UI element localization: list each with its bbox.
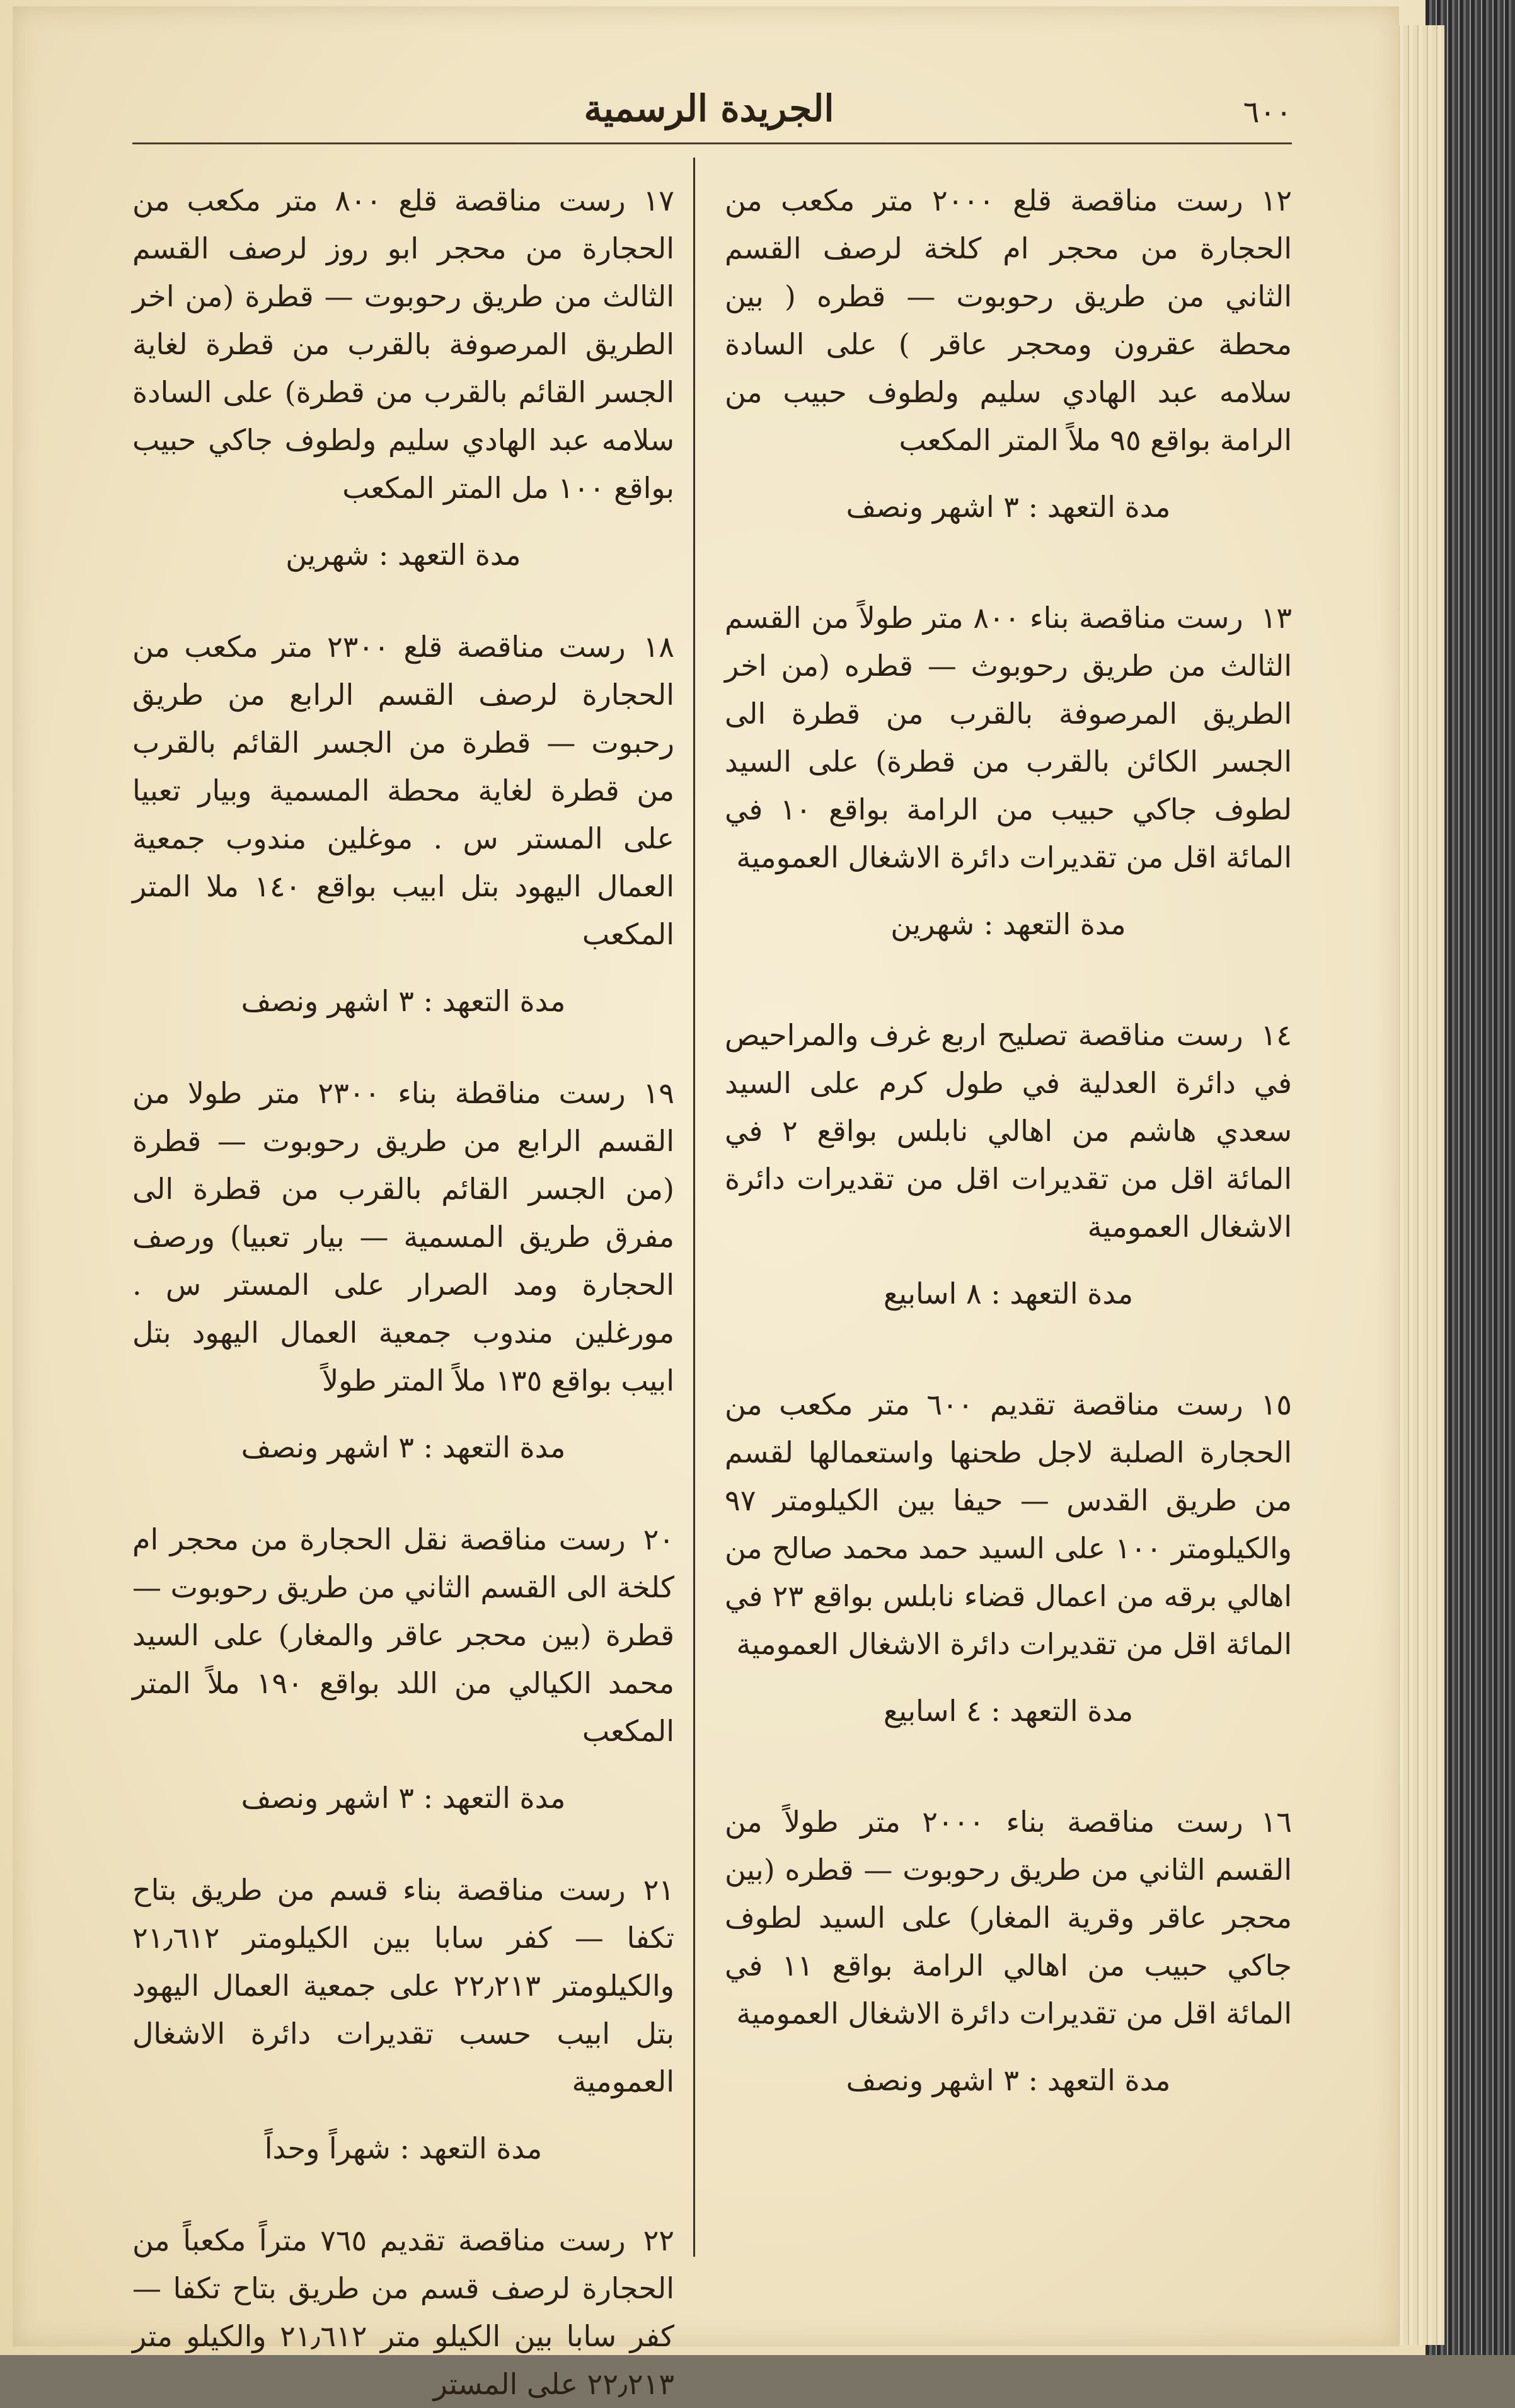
entry-text: رست مناقصة بناء قسم من طريق بتاح تكفا — كفر سابا بين الكيلومتر ٢١٫٦١٢ والكيلومتر ٢٢٫٢١٣ على جمعية العمال اليهود بتل ابيب حسب تقديرات دائرة الاشغال العمومية — [132, 1873, 675, 2098]
entry-text: رست مناقصة تصليح اربع غرف والمراحيص في دائرة العدلية في طول كرم على السيد سعدي هاشم من اهالي نابلس بواقع ٢ في المائة اقل من تقديرات اقل من تقديرات دائرة الاشغال العمومية — [725, 1018, 1292, 1244]
tender-entry-15 — [725, 1381, 1292, 1735]
tender-entry-21 — [132, 1866, 674, 2172]
tender-entry-17 — [132, 177, 674, 579]
page-number: ٦٠٠ — [1243, 95, 1292, 130]
entry-number: ٢٠ — [643, 1522, 674, 1556]
entry-number: ١٩ — [643, 1076, 674, 1110]
tender-entry-14 — [725, 1011, 1292, 1317]
tender-entry-13 — [725, 594, 1292, 948]
entry-duration: مدة التعهد : ٤ اسابيع — [883, 1694, 1134, 1728]
tender-entry-12 — [725, 177, 1292, 531]
entry-text: رست مناقصة نقل الحجارة من محجر ام كلخة الى القسم الثاني من طريق رحوبوت — قطرة (بين محجر عاقر والمغار) على السيد محمد الكيالي من اللد بواقع ١٩٠ ملاً المتر المكعب — [132, 1522, 675, 1748]
journal-title: الجريدة الرسمية — [584, 87, 834, 130]
entry-text: رست مناقصة تقديم ٦٠٠ متر مكعب من الحجارة الصلبة لاجل طحنها واستعمالها لقسم من طريق القدس — حيفا بين الكيلومتر ٩٧ والكيلومتر ١٠٠ على السيد حمد محمد صالح من اهالي برقه من اعمال قضاء نابلس بواقع ٢٣ في المائة اقل من تقديرات دائرة الاشغال العمومية — [725, 1387, 1293, 1661]
column-divider — [693, 158, 695, 2257]
tender-entry-18 — [132, 623, 674, 1025]
entry-number: ١٨ — [643, 630, 674, 664]
tender-entry-16 — [725, 1798, 1292, 2104]
left-column — [132, 177, 674, 2408]
entry-number: ٢٢ — [643, 2223, 674, 2257]
entry-text: رست مناقصة قلع ٢٠٠٠ متر مكعب من الحجارة من محجر ام كلخة لرصف القسم الثاني من طريق رحوبوت — قطره ( بين محطة عقرون ومحجر عاقر ) على السادة سلامه عبد الهادي سليم ولطوف حبيب من الرامة بواقع ٩٥ ملاً المتر المكعب — [725, 183, 1292, 457]
right-column — [725, 177, 1292, 2167]
entry-number: ١٣ — [1260, 601, 1293, 635]
entry-duration: مدة التعهد : شهراً وحداً — [264, 2131, 543, 2165]
entry-duration: مدة التعهد : ٣ اشهر ونصف — [846, 490, 1171, 524]
entry-number: ١٧ — [643, 183, 674, 217]
entry-number: ١٦ — [1260, 1805, 1292, 1839]
entry-text: رست مناقصة قلع ٢٣٠٠ متر مكعب من الحجارة لرصف القسم الرابع من طريق رحبوت — قطرة من الجسر القائم بالقرب من قطرة لغاية محطة المسمية وبيار تعبيا على المستر س . موغلين مندوب جمعية العمال اليهود بتل ابيب بواقع ١٤٠ ملا المتر المكعب — [132, 630, 675, 951]
page-header — [126, 82, 1292, 145]
entry-number: ١٥ — [1260, 1387, 1292, 1421]
entry-duration: مدة التعهد : ٣ اشهر ونصف — [241, 984, 566, 1018]
entry-text: رست مناقصة بناء ٨٠٠ متر طولاً من القسم الثالث من طريق رحوبوث — قطره (من اخر الطريق المرصوفة بالقرب من قطرة الى الجسر الكائن بالقرب من قطرة) على السيد لطوف جاكي حبيب من الرامة بواقع ١٠ في المائة اقل من تقديرات دائرة الاشغال العمومية — [725, 601, 1292, 874]
entry-duration: مدة التعهد : ٣ اشهر ونصف — [241, 1430, 566, 1464]
entry-text: رست مناقطة بناء ٢٣٠٠ متر طولا من القسم الرابع من طريق رحوبوت — قطرة (من الجسر القائم بالقرب من قطرة الى مفرق طريق المسمية — بيار تعبيا) ورصف الحجارة ومد الصرار على المستر س . مورغلين مندوب جمعية العمال اليهود بتل ابيب بواقع ١٣٥ ملاً المتر طولاً — [132, 1076, 674, 1398]
entry-text: رست مناقصة قلع ٨٠٠ متر مكعب من الحجارة من محجر ابو روز لرصف القسم الثالث من طريق رحوبوت — قطرة (من اخر الطريق المرصوفة بالقرب من قطرة لغاية الجسر القائم بالقرب من قطرة) على السادة سلامه عبد الهادي سليم ولطوف جاكي حبيب بواقع ١٠٠ مل المتر المكعب — [132, 183, 674, 505]
header-rule — [132, 142, 1292, 144]
entry-text: رست مناقصة بناء ٢٠٠٠ متر طولاً من القسم الثاني من طريق رحوبوت — قطره (بين محجر عاقر وقرية المغار) على السيد لطوف جاكي حبيب من اهالي الرامة بواقع ١١ في المائة اقل من تقديرات دائرة الاشغال العمومية — [725, 1805, 1292, 2030]
entry-duration: مدة التعهد : ٨ اسابيع — [883, 1276, 1134, 1311]
entry-number: ١٤ — [1260, 1018, 1292, 1052]
tender-entry-22 — [132, 2216, 674, 2408]
entry-text: رست مناقصة تقديم ٧٦٥ متراً مكعباً من الحجارة لرصف قسم من طريق بتاح تكفا — كفر سابا بين الكيلو متر ٢١٫٦١٢ والكيلو متر ٢٢٫٢١٣ على المستر — [132, 2223, 674, 2401]
tender-entry-20 — [132, 1515, 674, 1822]
tender-entry-19 — [132, 1069, 674, 1471]
entry-number: ٢١ — [643, 1873, 674, 1907]
entry-duration: مدة التعهد : شهرين — [890, 907, 1126, 941]
page-stack-edge — [1393, 25, 1444, 2345]
entry-duration: مدة التعهد : شهرين — [285, 538, 521, 572]
entry-number: ١٢ — [1260, 183, 1292, 217]
entry-duration: مدة التعهد : ٣ اشهر ونصف — [846, 2063, 1171, 2097]
entry-duration: مدة التعهد : ٣ اشهر ونصف — [241, 1781, 566, 1815]
